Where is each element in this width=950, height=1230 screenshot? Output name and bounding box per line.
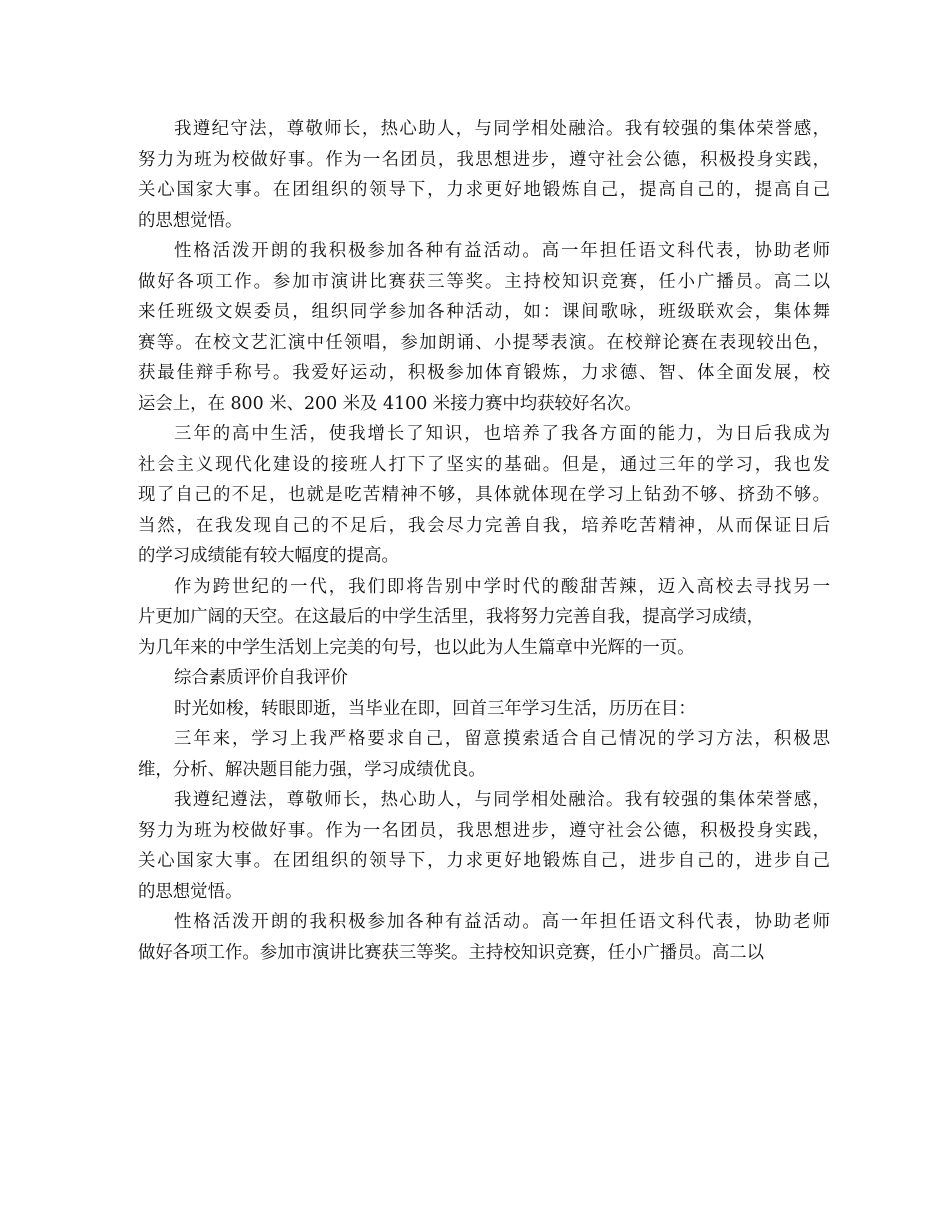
text-line: 社会主义现代化建设的接班人打下了坚实的基础。但是，通过三年的学习，我也发 xyxy=(138,454,830,475)
text-line: 我遵纪守法，尊敬师长，热心助人，与同学相处融洽。我有较强的集体荣誉感， xyxy=(174,119,830,139)
text-line: 努力为班为校做好事。作为一名团员，我思想进步，遵守社会公德，积极投身实践， xyxy=(138,149,830,170)
text-line: 片更加广阔的天空。在这最后的中学生活里，我将努力完善自我，提高学习成绩， xyxy=(138,607,765,627)
document-body xyxy=(138,114,830,968)
text-line: 努力为班为校做好事。作为一名团员，我思想进步，遵守社会公德，积极投身实践， xyxy=(138,820,830,841)
text-line: 性格活泼开朗的我积极参加各种有益活动。高一年担任语文科代表，协助老师 xyxy=(174,241,830,261)
text-line: 的学习成绩能有较大幅度的提高。 xyxy=(138,546,399,566)
text-line: 来任班级文娱委员，组织同学参加各种活动，如：课间歌咏，班级联欢会，集体舞 xyxy=(138,302,830,322)
text-line: 时光如梭，转眼即逝，当毕业在即，回首三年学习生活，历历在目： xyxy=(174,698,696,719)
text-line: 获最佳辩手称号。我爱好运动，积极参加体育锻炼，力求德、智、体全面发展，校 xyxy=(138,363,830,383)
text-line: 我遵纪遵法，尊敬师长，热心助人，与同学相处融洽。我有较强的集体荣誉感， xyxy=(174,790,830,810)
text-line: 当然，在我发现自己的不足后，我会尽力完善自我，培养吃苦精神，从而保证日后 xyxy=(138,515,830,536)
text-line: 做好各项工作。参加市演讲比赛获三等奖。主持校知识竞赛，任小广播员。高二以 xyxy=(138,942,765,963)
text-line: 的思想觉悟。 xyxy=(138,210,243,231)
text-line: 作为跨世纪的一代，我们即将告别中学时代的酸甜苦辣，迈入高校去寻找另一 xyxy=(174,576,830,597)
text-line: 运会上，在 800 米、200 米及 4100 米接力赛中均获较好名次。 xyxy=(138,393,642,414)
text-line: 现了自己的不足，也就是吃苦精神不够，具体就体现在学习上钻劲不够、挤劲不够。 xyxy=(138,485,830,505)
text-line: 关心国家大事。在团组织的领导下，力求更好地锻炼自己，提高自己的，提高自己 xyxy=(138,180,830,200)
text-line: 做好各项工作。参加市演讲比赛获三等奖。主持校知识竞赛，任小广播员。高二以 xyxy=(138,271,830,292)
text-line: 为几年来的中学生活划上完美的句号，也以此为人生篇章中光辉的一页。 xyxy=(138,637,695,658)
text-line: 的思想觉悟。 xyxy=(138,881,243,902)
text-line: 综合素质评价自我评价 xyxy=(174,668,348,688)
text-line: 性格活泼开朗的我积极参加各种有益活动。高一年担任语文科代表，协助老师 xyxy=(174,912,830,932)
text-line: 维，分析、解决题目能力强，学习成绩优良。 xyxy=(138,759,486,780)
text-line: 三年的高中生活，使我增长了知识，也培养了我各方面的能力，为日后我成为 xyxy=(174,424,830,444)
text-line: 三年来，学习上我严格要求自己，留意摸索适合自己情况的学习方法，积极思 xyxy=(174,729,830,749)
text-line: 赛等。在校文艺汇演中任领唱，参加朗诵、小提琴表演。在校辩论赛在表现较出色， xyxy=(138,332,830,353)
text-line: 关心国家大事。在团组织的领导下，力求更好地锻炼自己，进步自己的，进步自己 xyxy=(138,851,830,871)
